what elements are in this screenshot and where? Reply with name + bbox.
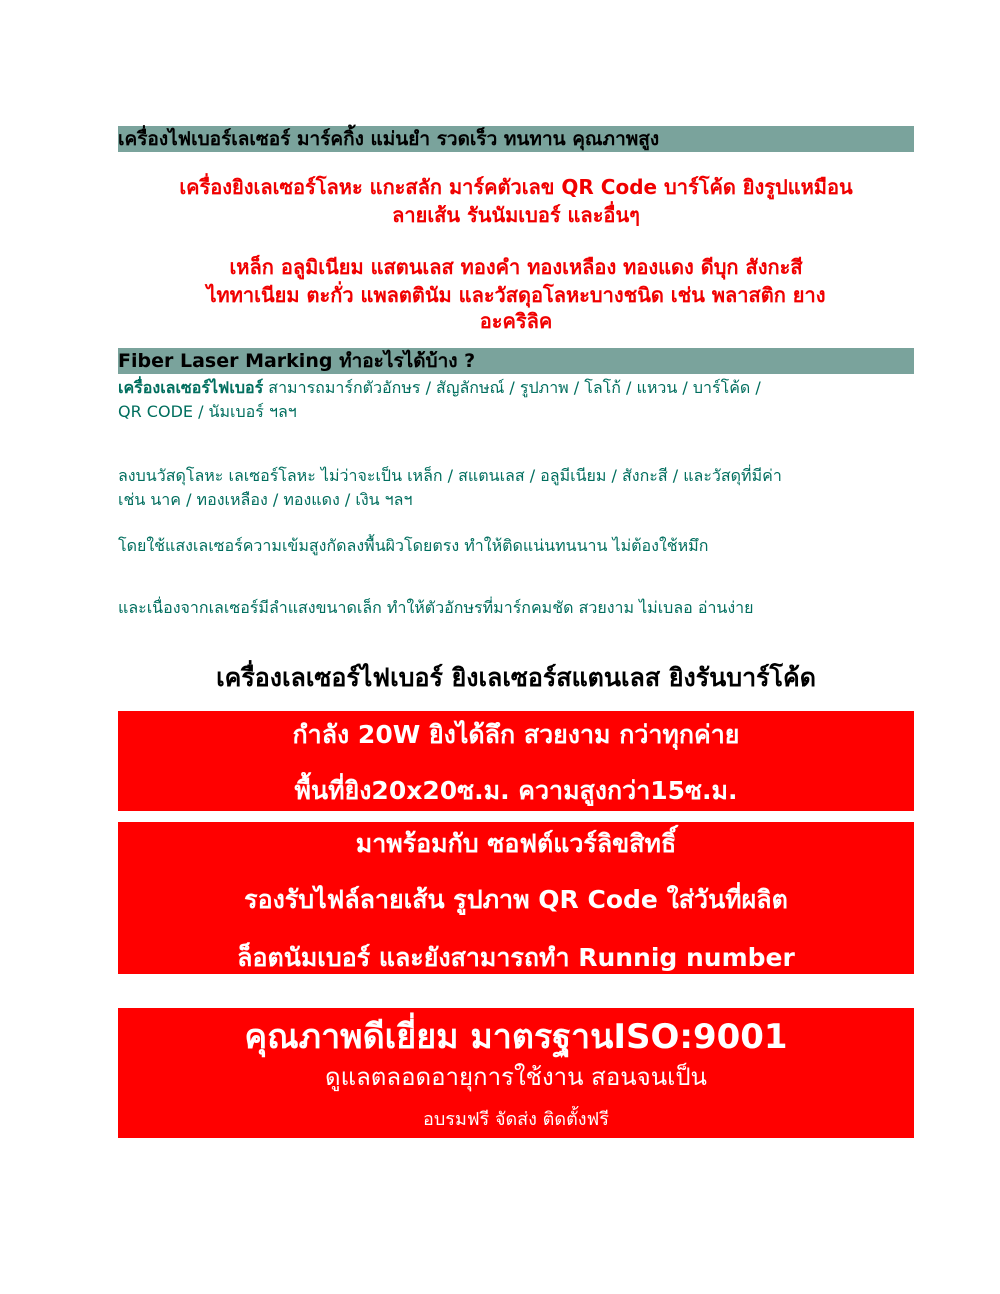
paragraph-1-line-2: QR CODE / นัมเบอร์ ฯลฯ: [118, 402, 297, 421]
paragraph-3: โดยใช้แสงเลเซอร์ความเข้มสูงกัดลงพื้นผิวโดยตรง ทำให้ติดแน่นทนนาน ไม่ต้องใช้หมึก: [118, 536, 709, 555]
red-box-quality-line-2: ดูแลตลอดอายุการใช้งาน สอนจนเป็น: [325, 1063, 707, 1091]
big-heading: เครื่องเลเซอร์ไฟเบอร์ ยิงเลเซอร์สแตนเลส ยิงรันบาร์โค้ด: [216, 663, 816, 692]
red-box-software-line-2: รองรับไฟล์ลายเส้น รูปภาพ QR Code ใส่วันที่ผลิต: [244, 885, 788, 914]
paragraph-2-line-1: ลงบนวัสดุโลหะ เลเซอร์โลหะ ไม่ว่าจะเป็น เหล็ก / สแตนเลส / อลูมีเนียม / สังกะสี / และวัสดุที่มีค่า: [118, 466, 782, 485]
header-band-text: เครื่องไฟเบอร์เลเซอร์ มาร์คกิ้ง แม่นยำ รวดเร็ว ทนทาน คุณภาพสูง: [118, 128, 660, 150]
intro-line-1: เครื่องยิงเลเซอร์โลหะ แกะสลัก มาร์คตัวเลข QR Code บาร์โค้ด ยิงรูปแหมือน: [179, 175, 853, 199]
red-box-power-line-1: กำลัง 20W ยิงได้ลึก สวยงาม กว่าทุกค่าย: [292, 720, 740, 749]
red-box-quality-line-1: คุณภาพดีเยี่ยม มาตรฐานISO:9001: [244, 1017, 788, 1057]
paragraph-1-rest: สามารถมาร์กตัวอักษร / สัญลักษณ์ / รูปภาพ / โลโก้ / แหวน / บาร์โค้ด /: [268, 378, 761, 397]
materials-line-2: ไททาเนียม ตะกั่ว แพลตตินัม และวัสดุอโลหะบางชนิด เช่น พลาสติก ยาง: [206, 283, 826, 307]
paragraph-1-bold: เครื่องเลเซอร์ไฟเบอร์: [118, 378, 264, 397]
red-box-quality-line-3: อบรมฟรี จัดส่ง ติดตั้งฟรี: [423, 1109, 609, 1130]
materials-line-3: อะคริลิค: [479, 309, 553, 333]
materials-line-1: เหล็ก อลูมิเนียม แสตนเลส ทองคำ ทองเหลือง ทองแดง ดีบุก สังกะสี: [229, 255, 803, 279]
header-band: [118, 126, 914, 152]
paragraph-4: และเนื่องจากเลเซอร์มีลำแสงขนาดเล็ก ทำให้ตัวอักษรที่มาร์กคมชัด สวยงาม ไม่เบลอ อ่านง่าย: [118, 598, 754, 617]
section-band: [118, 348, 914, 374]
red-box-power-line-2: พื้นที่ยิง20x20ซ.ม. ความสูงกว่า15ซ.ม.: [294, 776, 738, 805]
red-box-software-line-1: มาพร้อมกับ ซอฟต์แวร์ลิขสิทธิ์: [355, 829, 677, 858]
red-box-power: [118, 711, 914, 811]
red-box-quality: [118, 1008, 914, 1138]
section-band-title-th: ทำอะไรได้บ้าง ?: [339, 350, 476, 372]
section-band-title-en: Fiber Laser Marking: [118, 350, 333, 372]
paragraph-1: [118, 376, 918, 400]
red-box-software-line-3: ล็อตนัมเบอร์ และยังสามารถทำ Runnig number: [237, 943, 795, 972]
red-box-software: [118, 822, 914, 974]
intro-line-2: ลายเส้น รันนัมเบอร์ และอื่นๆ: [392, 203, 640, 227]
paragraph-2-line-2: เช่น นาค / ทองเหลือง / ทองแดง / เงิน ฯลฯ: [118, 490, 413, 509]
